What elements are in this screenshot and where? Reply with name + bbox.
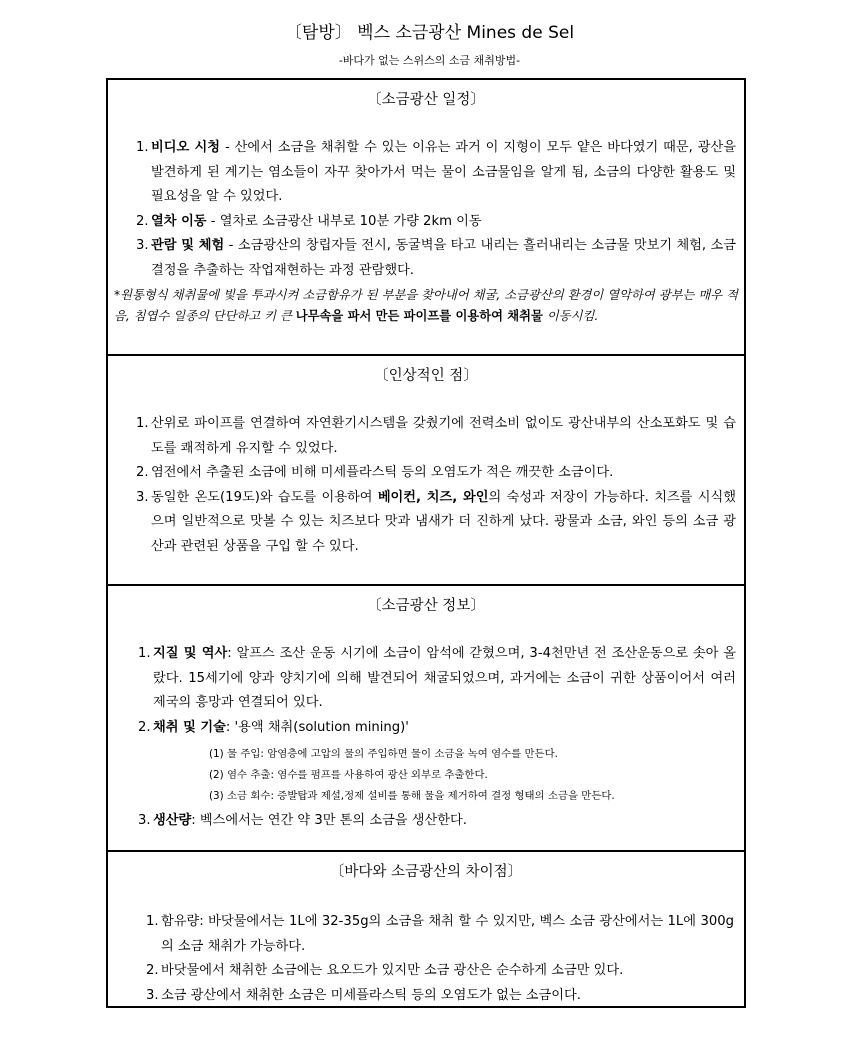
list-item: [136, 234, 736, 283]
item-label: 비디오 시청: [151, 140, 221, 155]
section-impressions: [106, 354, 746, 586]
sub-list-item: (1) 물 주입: 암염층에 고압의 물의 주입하면 물이 소금을 녹여 염수를 만든다.: [209, 748, 558, 760]
section-schedule: [106, 78, 746, 356]
item-text: 바닷물에서 채취한 소금에는 요오드가 있지만 소금 광산은 순수하게 소금만 있다.: [161, 963, 624, 978]
schedule-note: [114, 285, 738, 327]
item-label: 열차 이동: [151, 213, 207, 229]
item-text: 함유량: 바닷물에서는 1L에 32-35g의 소금을 채취 할 수 있지만, 벡스 소금 광산에서는 1L에 300g의 소금 채취가 가능하다.: [161, 914, 734, 954]
schedule-list: [136, 136, 736, 283]
sub-list-item: (3) 소금 회수: 증발탑과 제설,정제 설비를 통해 물을 제거하여 결정 형태의 소금을 만든다.: [209, 790, 615, 802]
item-number: 2.: [136, 213, 149, 229]
list-item: [138, 642, 736, 716]
item-label: 지질 및 역사: [153, 646, 228, 661]
item-number: 3.: [136, 489, 149, 505]
item-number: 2.: [138, 719, 151, 735]
item-text: 소금 광산에서 채취한 소금은 미세플라스틱 등의 오염도가 없는 소금이다.: [161, 987, 581, 1003]
item-text: - 열차로 소금광산 내부로 10분 가량 2km 이동: [206, 213, 482, 229]
item-text-end: 의 숙성과 저장이 가능하다. 치즈를 시식했으며 일반적으로 맛볼 수 있는 치즈보다 맛과 냄새가 더 진하게 났다. 광물과 소금, 와인 등의 소금 광산과 관련된 상품을 구입 할 수 있다.: [151, 489, 736, 554]
item-text: 산위로 파이프를 연결하여 자연환기시스템을 갖췄기에 전력소비 없이도 광산내부의 산소포화도 및 습도를 쾌적하게 유지할 수 있었다.: [151, 416, 736, 456]
item-text: : 벡스에서는 연간 약 3만 톤의 소금을 생산한다.: [191, 813, 467, 828]
section-title: 〔바다와 소금광산의 차이점〕: [329, 864, 523, 880]
page-subtitle: -바다가 없는 스위스의 소금 채취방법-: [338, 54, 521, 67]
item-number: 2.: [136, 465, 149, 480]
impressions-list: [136, 412, 736, 559]
item-text: : '용액 채취(solution mining)': [225, 719, 409, 735]
list-item: [136, 486, 736, 560]
note-text-end: 이동시킴.: [542, 309, 599, 323]
item-text: - 산에서 소금을 채취할 수 있는 이유는 과거 이 지형이 모두 얕은 바다였기 때문, 광산을 발견하게 된 계기는 염소들이 자꾸 찾아가서 먹는 물이 소금물임을 알게 됨, 소금의 다양한 활용도 및 필요성을 알 수 있었다.: [151, 140, 736, 204]
item-label: 관람 및 체험: [151, 238, 225, 253]
list-item: [136, 136, 736, 210]
differences-list: [146, 910, 734, 1008]
item-number: 3.: [138, 813, 151, 828]
item-number: 1.: [136, 140, 149, 155]
list-item: [146, 910, 734, 959]
list-item: [136, 412, 736, 461]
section-title: 〔인상적인 점〕: [374, 368, 478, 384]
section-differences: [106, 850, 746, 1008]
list-item: [136, 210, 736, 235]
list-item: [138, 809, 736, 834]
item-text: - 소금광산의 창립자들 전시, 동굴벽을 타고 내리는 흘러내리는 소금물 맛보기 체험, 소금 결정을 추출하는 작업재현하는 과정 관람했다.: [151, 238, 736, 278]
item-label: 채취 및 기술: [153, 719, 226, 735]
item-number: 2.: [146, 963, 159, 978]
list-item: [136, 461, 736, 486]
item-number: 1.: [136, 416, 149, 431]
item-text: 동일한 온도(19도)와 습도를 이용하여: [151, 489, 378, 505]
section-title: 〔소금광산 일정〕: [367, 92, 485, 108]
item-text: : 알프스 조산 운동 시기에 소금이 암석에 갇혔으며, 3-4천만년 전 조산운동으로 솟아 올랐다. 15세기에 양과 양치기에 의해 발견되어 채굴되었으며, 과거에는 소금이 귀한 상품이어서 여러 제국의 흥망과 연결되어 있다.: [153, 646, 736, 710]
info-list: [138, 642, 736, 834]
section-title: 〔소금광산 정보〕: [367, 598, 485, 614]
item-emphasis: 베이컨, 치즈, 와인: [377, 489, 489, 505]
sub-list-item: (2) 염수 추출: 염수를 펌프를 사용하여 광산 외부로 추출한다.: [209, 769, 488, 781]
item-number: 1.: [138, 646, 151, 661]
page-title: 〔탐방〕 벡스 소금광산 Mines de Sel: [284, 23, 575, 43]
list-item: [146, 984, 734, 1009]
item-number: 3.: [136, 238, 149, 253]
section-info: [106, 584, 746, 852]
item-number: 3.: [146, 987, 159, 1003]
list-item: [138, 716, 736, 808]
note-emphasis: 나무속을 파서 만든 파이프를 이용하여 채취물: [295, 309, 543, 323]
list-item: [146, 959, 734, 984]
item-text: 염전에서 추출된 소금에 비해 미세플라스틱 등의 오염도가 적은 깨끗한 소금이다.: [151, 465, 614, 480]
note-text: *원통형식 채취물에 빛을 투과시켜 소금함유가 된 부분을 찾아내어 채굴, 소금광산의 환경이 열악하여 광부는 매우 적음, 침엽수 일종의 단단하고 키 큰: [114, 288, 738, 323]
sub-list: [209, 744, 736, 807]
item-label: 생산량: [153, 813, 192, 828]
item-number: 1.: [146, 914, 159, 929]
